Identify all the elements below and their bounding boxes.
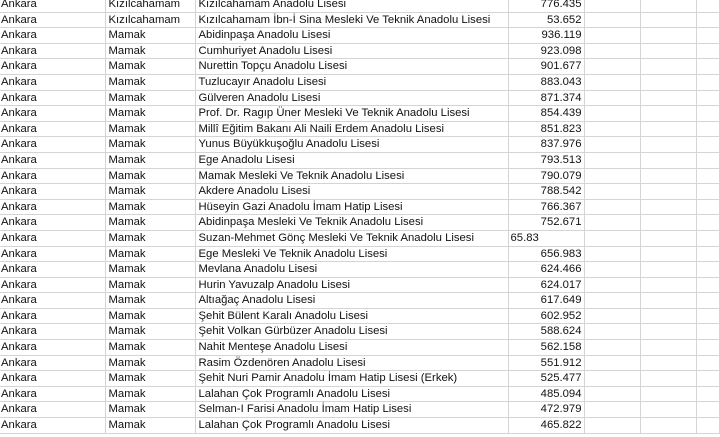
cell-empty[interactable] (584, 59, 640, 75)
table-row (0, 184, 719, 200)
cell-school[interactable]: Akdere Anadolu Lisesi (195, 184, 508, 200)
cell-score[interactable]: 65.83 (508, 230, 584, 246)
cell-district[interactable]: Mamak (105, 74, 195, 90)
cell-empty[interactable] (696, 121, 719, 137)
cell-empty[interactable] (584, 293, 640, 309)
cell-empty[interactable] (640, 121, 696, 137)
cell-empty[interactable] (640, 371, 696, 387)
table-row (0, 137, 719, 153)
cell-empty[interactable] (640, 0, 696, 12)
cell-score[interactable]: 883.043 (508, 74, 584, 90)
cell-province[interactable]: Ankara (0, 12, 105, 28)
cell-province[interactable]: Ankara (0, 340, 105, 356)
cell-empty[interactable] (640, 215, 696, 231)
table-row (0, 215, 719, 231)
cell-empty[interactable] (696, 199, 719, 215)
cell-district[interactable]: Mamak (105, 199, 195, 215)
cell-score[interactable]: 617.649 (508, 293, 584, 309)
cell-empty[interactable] (640, 74, 696, 90)
cell-province[interactable]: Ankara (0, 215, 105, 231)
cell-district[interactable]: Mamak (105, 277, 195, 293)
cell-province[interactable]: Ankara (0, 246, 105, 262)
cell-score[interactable]: 602.952 (508, 308, 584, 324)
cell-score[interactable]: 588.624 (508, 324, 584, 340)
cell-empty[interactable] (640, 355, 696, 371)
cell-score[interactable]: 562.158 (508, 340, 584, 356)
cell-district[interactable]: Kızılcahamam (105, 12, 195, 28)
cell-empty[interactable] (640, 402, 696, 418)
cell-province[interactable]: Ankara (0, 199, 105, 215)
cell-empty[interactable] (640, 293, 696, 309)
cell-province[interactable]: Ankara (0, 0, 105, 12)
cell-empty[interactable] (696, 74, 719, 90)
cell-district[interactable]: Mamak (105, 137, 195, 153)
cell-empty[interactable] (640, 277, 696, 293)
cell-score[interactable]: 624.466 (508, 262, 584, 278)
cell-school[interactable]: Selman-I Farisi Anadolu İmam Hatip Lisesi (195, 402, 508, 418)
cell-empty[interactable] (640, 230, 696, 246)
cell-district[interactable]: Mamak (105, 340, 195, 356)
cell-school[interactable]: Ege Anadolu Lisesi (195, 152, 508, 168)
cell-district[interactable]: Mamak (105, 215, 195, 231)
cell-score[interactable]: 923.098 (508, 43, 584, 59)
cell-province[interactable]: Ankara (0, 308, 105, 324)
table-row (0, 168, 719, 184)
cell-province[interactable]: Ankara (0, 90, 105, 106)
cell-school[interactable]: Yunus Büyükkuşoğlu Anadolu Lisesi (195, 137, 508, 153)
cell-score[interactable]: 465.822 (508, 418, 584, 434)
cell-score[interactable]: 871.374 (508, 90, 584, 106)
cell-empty[interactable] (640, 340, 696, 356)
cell-empty[interactable] (696, 324, 719, 340)
cell-province[interactable]: Ankara (0, 262, 105, 278)
cell-empty[interactable] (696, 246, 719, 262)
cell-score[interactable]: 766.367 (508, 199, 584, 215)
cell-empty[interactable] (640, 59, 696, 75)
cell-empty[interactable] (584, 12, 640, 28)
cell-score[interactable]: 790.079 (508, 168, 584, 184)
cell-empty[interactable] (696, 90, 719, 106)
cell-empty[interactable] (584, 308, 640, 324)
cell-empty[interactable] (640, 308, 696, 324)
cell-school[interactable]: Rasim Özdenören Anadolu Lisesi (195, 355, 508, 371)
table-row (0, 293, 719, 309)
cell-district[interactable]: Mamak (105, 152, 195, 168)
cell-district[interactable]: Mamak (105, 386, 195, 402)
cell-province[interactable]: Ankara (0, 106, 105, 122)
cell-school[interactable]: Mevlana Anadolu Lisesi (195, 262, 508, 278)
cell-district[interactable]: Mamak (105, 371, 195, 387)
table-row (0, 199, 719, 215)
cell-empty[interactable] (640, 386, 696, 402)
cell-empty[interactable] (640, 152, 696, 168)
cell-district[interactable]: Kızılcahamam (105, 0, 195, 12)
cell-school[interactable]: Cumhuriyet Anadolu Lisesi (195, 43, 508, 59)
cell-empty[interactable] (640, 418, 696, 434)
cell-school[interactable]: Suzan-Mehmet Gönç Mesleki Ve Teknik Anadolu Lisesi (195, 230, 508, 246)
cell-empty[interactable] (584, 184, 640, 200)
cell-empty[interactable] (696, 340, 719, 356)
cell-empty[interactable] (696, 59, 719, 75)
cell-province[interactable]: Ankara (0, 277, 105, 293)
table-row (0, 308, 719, 324)
table-row (0, 28, 719, 44)
table-row (0, 402, 719, 418)
table-row (0, 106, 719, 122)
cell-empty[interactable] (640, 246, 696, 262)
cell-empty[interactable] (696, 0, 719, 12)
cell-empty[interactable] (584, 355, 640, 371)
cell-score[interactable]: 936.119 (508, 28, 584, 44)
cell-score[interactable]: 525.477 (508, 371, 584, 387)
table-row (0, 262, 719, 278)
cell-empty[interactable] (696, 215, 719, 231)
table-row (0, 340, 719, 356)
cell-score[interactable]: 851.823 (508, 121, 584, 137)
cell-score[interactable]: 793.513 (508, 152, 584, 168)
cell-score[interactable]: 551.912 (508, 355, 584, 371)
table-row (0, 0, 719, 12)
cell-empty[interactable] (584, 246, 640, 262)
table-row (0, 246, 719, 262)
cell-school[interactable]: Mamak Mesleki Ve Teknik Anadolu Lisesi (195, 168, 508, 184)
cell-district[interactable]: Mamak (105, 246, 195, 262)
cell-score[interactable]: 901.677 (508, 59, 584, 75)
cell-district[interactable]: Mamak (105, 168, 195, 184)
table-row (0, 43, 719, 59)
cell-empty[interactable] (640, 106, 696, 122)
cell-school[interactable]: Kızılcahamam Anadolu Lisesi (195, 0, 508, 12)
table-row (0, 90, 719, 106)
cell-empty[interactable] (640, 184, 696, 200)
table-row (0, 59, 719, 75)
cell-empty[interactable] (696, 43, 719, 59)
cell-province[interactable]: Ankara (0, 137, 105, 153)
cell-score[interactable]: 837.976 (508, 137, 584, 153)
cell-empty[interactable] (696, 355, 719, 371)
cell-empty[interactable] (696, 371, 719, 387)
cell-empty[interactable] (640, 324, 696, 340)
cell-school[interactable]: Ege Mesleki Ve Teknik Anadolu Lisesi (195, 246, 508, 262)
cell-score[interactable]: 752.671 (508, 215, 584, 231)
cell-school[interactable]: Altıağaç Anadolu Lisesi (195, 293, 508, 309)
table-row (0, 12, 719, 28)
cell-school[interactable]: Hurin Yavuzalp Anadolu Lisesi (195, 277, 508, 293)
table-row (0, 418, 719, 434)
cell-score[interactable]: 788.542 (508, 184, 584, 200)
cell-school[interactable]: Lalahan Çok Programlı Anadolu Lisesi (195, 418, 508, 434)
cell-empty[interactable] (584, 418, 640, 434)
cell-empty[interactable] (584, 28, 640, 44)
table-row (0, 230, 719, 246)
cell-district[interactable]: Mamak (105, 184, 195, 200)
cell-empty[interactable] (584, 168, 640, 184)
cell-empty[interactable] (696, 262, 719, 278)
cell-empty[interactable] (696, 28, 719, 44)
cell-empty[interactable] (584, 90, 640, 106)
table-row (0, 152, 719, 168)
table-row (0, 355, 719, 371)
cell-empty[interactable] (640, 28, 696, 44)
cell-empty[interactable] (584, 152, 640, 168)
cell-province[interactable]: Ankara (0, 371, 105, 387)
cell-empty[interactable] (584, 371, 640, 387)
cell-empty[interactable] (584, 74, 640, 90)
cell-district[interactable]: Mamak (105, 106, 195, 122)
cell-empty[interactable] (584, 402, 640, 418)
cell-province[interactable]: Ankara (0, 43, 105, 59)
cell-empty[interactable] (640, 168, 696, 184)
cell-province[interactable]: Ankara (0, 386, 105, 402)
cell-province[interactable]: Ankara (0, 230, 105, 246)
cell-school[interactable]: Tuzlucayır Anadolu Lisesi (195, 74, 508, 90)
cell-empty[interactable] (696, 152, 719, 168)
cell-school[interactable]: Hüseyin Gazi Anadolu İmam Hatip Lisesi (195, 199, 508, 215)
cell-empty[interactable] (696, 137, 719, 153)
cell-score[interactable]: 485.094 (508, 386, 584, 402)
cell-empty[interactable] (640, 43, 696, 59)
cell-district[interactable]: Mamak (105, 418, 195, 434)
cell-province[interactable]: Ankara (0, 59, 105, 75)
cell-empty[interactable] (696, 308, 719, 324)
cell-province[interactable]: Ankara (0, 293, 105, 309)
cell-district[interactable]: Mamak (105, 324, 195, 340)
cell-district[interactable]: Mamak (105, 402, 195, 418)
cell-school[interactable]: Şehit Nuri Pamir Anadolu İmam Hatip Lisesi (Erkek) (195, 371, 508, 387)
cell-empty[interactable] (584, 43, 640, 59)
cell-district[interactable]: Mamak (105, 262, 195, 278)
cell-empty[interactable] (584, 106, 640, 122)
table-row (0, 277, 719, 293)
cell-province[interactable]: Ankara (0, 28, 105, 44)
cell-province[interactable]: Ankara (0, 168, 105, 184)
cell-empty[interactable] (640, 90, 696, 106)
cell-province[interactable]: Ankara (0, 324, 105, 340)
cell-empty[interactable] (640, 12, 696, 28)
cell-score[interactable]: 53.652 (508, 12, 584, 28)
cell-score[interactable]: 624.017 (508, 277, 584, 293)
cell-school[interactable]: Lalahan Çok Programlı Anadolu Lisesi (195, 386, 508, 402)
cell-district[interactable]: Mamak (105, 59, 195, 75)
cell-empty[interactable] (696, 184, 719, 200)
cell-province[interactable]: Ankara (0, 184, 105, 200)
cell-empty[interactable] (584, 0, 640, 12)
table-row (0, 386, 719, 402)
cell-district[interactable]: Mamak (105, 293, 195, 309)
cell-school[interactable]: Şehit Volkan Gürbüzer Anadolu Lisesi (195, 324, 508, 340)
cell-school[interactable]: Abidinpaşa Mesleki Ve Teknik Anadolu Lisesi (195, 215, 508, 231)
table-row (0, 324, 719, 340)
cell-score[interactable]: 472.979 (508, 402, 584, 418)
cell-empty[interactable] (640, 199, 696, 215)
cell-province[interactable]: Ankara (0, 418, 105, 434)
cell-empty[interactable] (696, 168, 719, 184)
cell-district[interactable]: Mamak (105, 230, 195, 246)
cell-empty[interactable] (696, 386, 719, 402)
cell-school[interactable]: Nurettin Topçu Anadolu Lisesi (195, 59, 508, 75)
cell-district[interactable]: Mamak (105, 90, 195, 106)
cell-district[interactable]: Mamak (105, 28, 195, 44)
cell-empty[interactable] (696, 277, 719, 293)
cell-empty[interactable] (584, 262, 640, 278)
cell-empty[interactable] (584, 121, 640, 137)
cell-empty[interactable] (584, 199, 640, 215)
cell-empty[interactable] (696, 293, 719, 309)
cell-empty[interactable] (640, 262, 696, 278)
table-row (0, 121, 719, 137)
cell-empty[interactable] (584, 230, 640, 246)
cell-empty[interactable] (584, 324, 640, 340)
cell-district[interactable]: Mamak (105, 43, 195, 59)
cell-score[interactable]: 776.435 (508, 0, 584, 12)
cell-empty[interactable] (584, 386, 640, 402)
cell-empty[interactable] (696, 230, 719, 246)
cell-empty[interactable] (584, 215, 640, 231)
cell-empty[interactable] (696, 106, 719, 122)
cell-province[interactable]: Ankara (0, 152, 105, 168)
cell-district[interactable]: Mamak (105, 121, 195, 137)
cell-school[interactable]: Kızılcahamam İbn-İ Sina Mesleki Ve Teknik Anadolu Lisesi (195, 12, 508, 28)
cell-empty[interactable] (584, 277, 640, 293)
cell-province[interactable]: Ankara (0, 121, 105, 137)
cell-school[interactable]: Prof. Dr. Ragıp Üner Mesleki Ve Teknik Anadolu Lisesi (195, 106, 508, 122)
cell-province[interactable]: Ankara (0, 402, 105, 418)
cell-province[interactable]: Ankara (0, 355, 105, 371)
cell-score[interactable]: 656.983 (508, 246, 584, 262)
cell-district[interactable]: Mamak (105, 355, 195, 371)
cell-school[interactable]: Nahit Menteşe Anadolu Lisesi (195, 340, 508, 356)
cell-school[interactable]: Şehit Bülent Karalı Anadolu Lisesi (195, 308, 508, 324)
cell-score[interactable]: 854.439 (508, 106, 584, 122)
table-row (0, 74, 719, 90)
cell-empty[interactable] (696, 418, 719, 434)
cell-empty[interactable] (640, 137, 696, 153)
cell-school[interactable]: Gülveren Anadolu Lisesi (195, 90, 508, 106)
cell-school[interactable]: Abidinpaşa Anadolu Lisesi (195, 28, 508, 44)
cell-empty[interactable] (696, 402, 719, 418)
table-row (0, 371, 719, 387)
cell-empty[interactable] (696, 12, 719, 28)
cell-empty[interactable] (584, 137, 640, 153)
cell-province[interactable]: Ankara (0, 74, 105, 90)
cell-district[interactable]: Mamak (105, 308, 195, 324)
cell-empty[interactable] (584, 340, 640, 356)
cell-school[interactable]: Millî Eğitim Bakanı Ali Naili Erdem Anadolu Lisesi (195, 121, 508, 137)
